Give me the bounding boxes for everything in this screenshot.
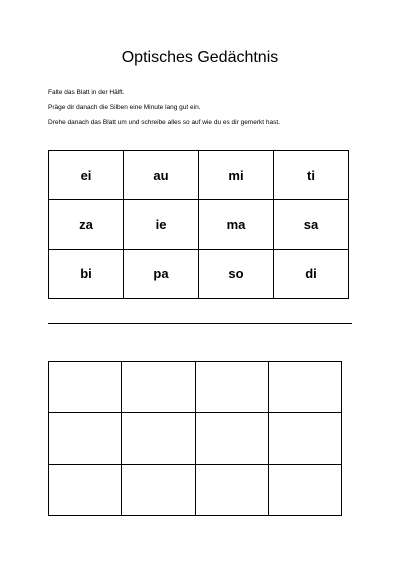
answer-cell[interactable] [268, 464, 341, 515]
answer-cell[interactable] [195, 413, 268, 464]
table-row [49, 413, 342, 464]
syllable-cell: mi [199, 151, 274, 200]
page-title: Optisches Gedächtnis [121, 49, 279, 66]
table-row [49, 362, 342, 413]
syllable-cell: bi [49, 249, 124, 298]
table-row [49, 151, 349, 200]
syllable-grid [48, 150, 349, 299]
syllable-cell: au [124, 151, 199, 200]
instruction-line: Drehe danach das Blatt um und schreibe alles so auf wie du es dir gemerkt hast. [48, 119, 280, 126]
answer-cell[interactable] [122, 413, 195, 464]
instructions [48, 85, 280, 130]
answer-grid [48, 361, 342, 516]
answer-cell[interactable] [195, 464, 268, 515]
answer-cell[interactable] [49, 362, 122, 413]
syllable-cell: ti [274, 151, 349, 200]
answer-cell[interactable] [195, 362, 268, 413]
syllable-cell: sa [274, 200, 349, 249]
syllable-cell: di [274, 249, 349, 298]
answer-cell[interactable] [49, 464, 122, 515]
syllable-cell: ma [199, 200, 274, 249]
instruction-line: Falte das Blatt in der Hälft. [48, 89, 125, 96]
answer-cell[interactable] [268, 413, 341, 464]
table-row [49, 200, 349, 249]
answer-cell[interactable] [122, 362, 195, 413]
answer-cell[interactable] [49, 413, 122, 464]
table-row [49, 464, 342, 515]
fold-line [48, 323, 352, 324]
instruction-line: Präge dir danach die Silben eine Minute lang gut ein. [48, 104, 201, 111]
syllable-cell: pa [124, 249, 199, 298]
answer-cell[interactable] [268, 362, 341, 413]
syllable-cell: za [49, 200, 124, 249]
answer-cell[interactable] [122, 464, 195, 515]
syllable-cell: ie [124, 200, 199, 249]
syllable-cell: so [199, 249, 274, 298]
syllable-cell: ei [49, 151, 124, 200]
table-row [49, 249, 349, 298]
